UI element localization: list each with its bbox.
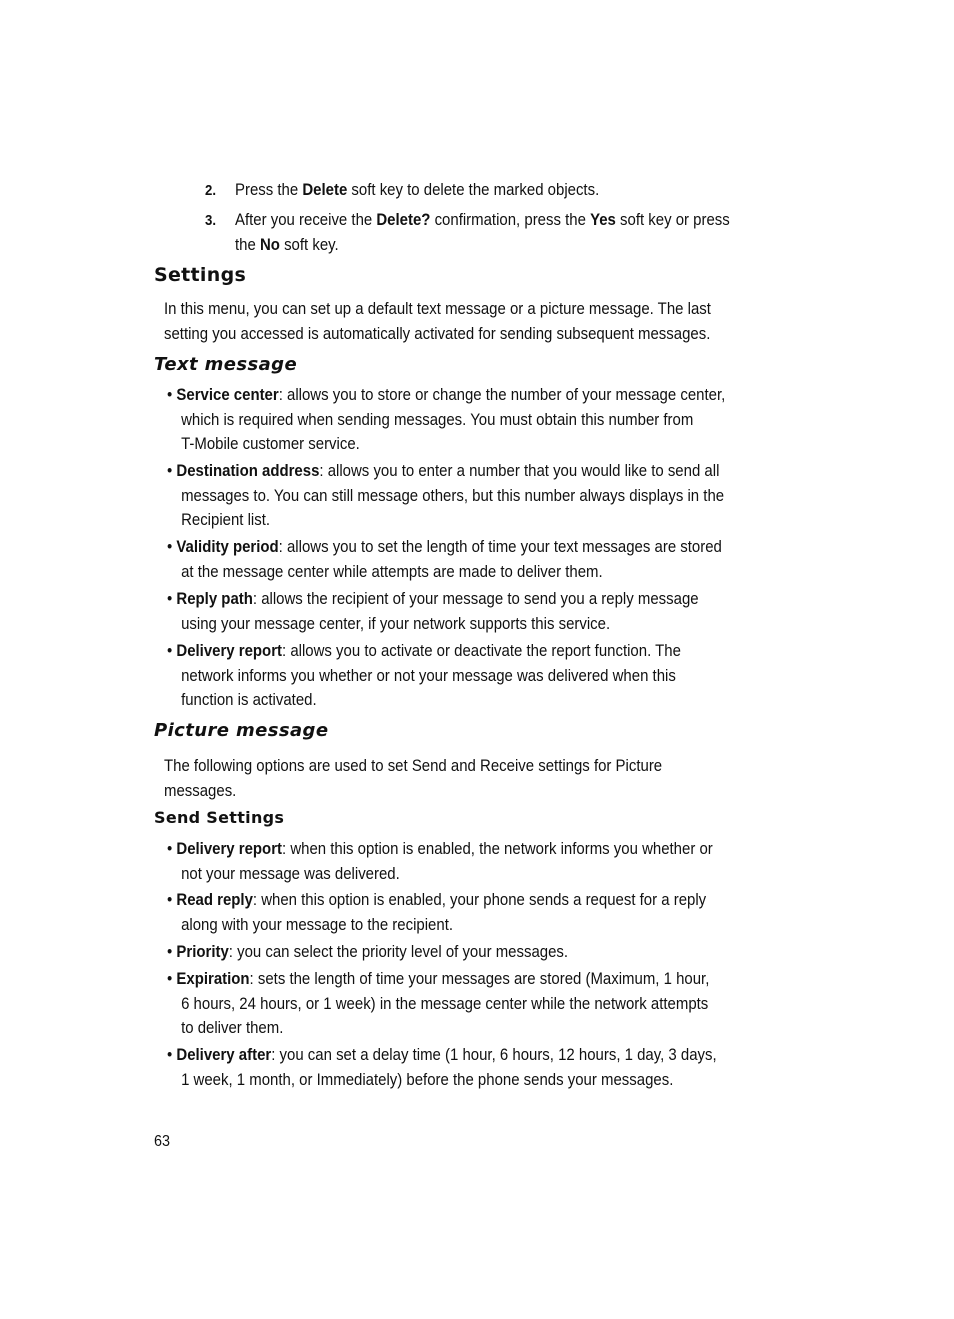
bullet-item	[167, 1043, 717, 1092]
bullet-line: 1 week, 1 month, or Immediately) before the phone sends your messages.	[181, 1069, 674, 1089]
bullet-line: using your message center, if your network supports this service.	[181, 613, 611, 633]
settings-heading: Settings	[154, 264, 247, 286]
bullet-line: function is activated.	[181, 690, 317, 709]
bullet-line: • Expiration: sets the length of time your messages are stored (Maximum, 1 hour,	[167, 969, 710, 988]
bullet-item	[167, 383, 725, 457]
bullet-line: • Service center: allows you to store or change the number of your message center,	[167, 385, 726, 404]
bullet-line: • Read reply: when this option is enabled, your phone sends a request for a reply	[167, 890, 707, 909]
bullet-item	[167, 587, 699, 636]
bullet-item	[167, 888, 706, 937]
bullet-item	[167, 940, 568, 965]
bullet-line: network informs you whether or not your message was delivered when this	[181, 665, 676, 685]
step-keyword: Delete?	[376, 210, 431, 229]
step-line: After you receive the Delete? confirmation, press the Yes soft key or press	[235, 210, 730, 229]
bullet-term: Delivery report	[176, 641, 283, 660]
step-text	[235, 208, 730, 257]
bullet-line: • Reply path: allows the recipient of your message to send you a reply message	[167, 589, 699, 608]
bullet-item	[167, 459, 724, 533]
bullet-line: • Validity period: allows you to set the length of time your text messages are stored	[167, 537, 722, 556]
step-keyword: Delete	[302, 180, 348, 199]
bullet-line: • Delivery report: allows you to activate or deactivate the report function. The	[167, 641, 681, 660]
bullet-line: Recipient list.	[181, 510, 271, 529]
bullet-line: to deliver them.	[181, 1018, 284, 1037]
bullet-line: 6 hours, 24 hours, or 1 week) in the message center while the network attempts	[181, 993, 709, 1013]
bullet-term: Destination address	[176, 461, 320, 480]
step-keyword: Yes	[590, 210, 616, 229]
bullet-item	[167, 639, 681, 713]
bullet-line: which is required when sending messages. You must obtain this number from	[181, 409, 694, 429]
bullet-line: • Priority: you can select the priority level of your messages.	[167, 942, 569, 961]
settings-intro-line: In this menu, you can set up a default text message or a picture message. The last	[164, 299, 711, 318]
bullet-line: at the message center while attempts are made to deliver them.	[181, 561, 603, 581]
bullet-line: not your message was delivered.	[181, 863, 400, 883]
step-number: 2.	[205, 182, 217, 199]
bullet-term: Service center	[176, 385, 279, 404]
step-line: Press the Delete soft key to delete the marked objects.	[235, 180, 600, 199]
bullet-item	[167, 837, 713, 886]
settings-intro-line: setting you accessed is automatically activated for sending subsequent messages.	[164, 323, 711, 343]
text-message-heading: Text message	[154, 354, 298, 375]
bullet-line: messages to. You can still message others, but this number always displays in the	[181, 485, 725, 505]
picture-message-heading: Picture message	[154, 720, 329, 741]
step-text	[235, 178, 599, 203]
step-keyword: No	[259, 234, 280, 254]
bullet-line: • Destination address: allows you to enter a number that you would like to send all	[167, 461, 720, 480]
bullet-term: Read reply	[176, 890, 253, 909]
bullet-term: Validity period	[176, 537, 279, 556]
bullet-term: Priority	[176, 942, 229, 961]
step-number: 3.	[205, 212, 217, 229]
step-line: the No soft key.	[235, 234, 339, 254]
picture-intro-line: messages.	[164, 780, 237, 800]
settings-intro	[164, 297, 711, 346]
bullet-line: along with your message to the recipient.	[181, 914, 454, 934]
bullet-term: Delivery after	[176, 1045, 272, 1064]
bullet-line: • Delivery report: when this option is enabled, the network informs you whether or	[167, 839, 713, 858]
page-number: 63	[154, 1133, 171, 1150]
bullet-line: • Delivery after: you can set a delay time (1 hour, 6 hours, 12 hours, 1 day, 3 days,	[167, 1045, 717, 1064]
bullet-term: Reply path	[176, 589, 253, 608]
picture-message-intro	[164, 754, 662, 803]
send-settings-heading: Send Settings	[154, 808, 285, 827]
bullet-term: Delivery report	[176, 839, 283, 858]
bullet-term: Expiration	[176, 969, 250, 988]
bullet-line: T-Mobile customer service.	[181, 434, 360, 453]
bullet-item	[167, 967, 709, 1041]
bullet-item	[167, 535, 722, 584]
picture-intro-line: The following options are used to set Send and Receive settings for Picture	[164, 756, 663, 775]
